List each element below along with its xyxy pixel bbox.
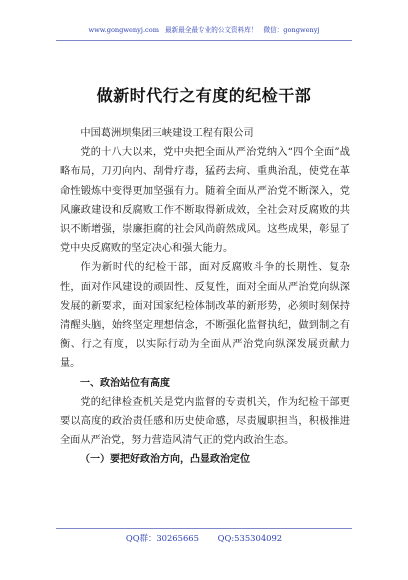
header-site-link[interactable]: www.gongwenyj.com	[88, 26, 159, 34]
footer-qq-group: QQ群：30265665	[125, 533, 199, 543]
document-author: 中国葛洲坝集团三峡建设工程有限公司	[80, 128, 254, 139]
document-body	[60, 124, 350, 470]
page-footer	[56, 528, 352, 545]
body-paragraph-2: 作为新时代的纪检干部，面对反腐败斗争的长期性、复杂性，面对作风建设的顽固性、反复性，面对全面从严治党向纵深发展的新要求，面对国家纪检体制改革的新形势，必须时刻保持清醒头脑，始终坚定理想信念，不断强化监督执纪，做到制之有衡、行之有度，以实际行动为全面从严治党向纵深发展贡献力量。	[60, 262, 350, 370]
section-1-paragraph: 党的纪律检查机关是党内监督的专责机关，作为纪检干部更要以高度的政治责任感和历史使命感，尽责履职担当，积极推进全面从严治党，努力营造风清气正的党内政治生态。	[60, 396, 350, 447]
section-heading-1: 一、政治站位有高度	[80, 377, 170, 389]
header-slogan: 最新最全最专业的公文资料库！	[165, 26, 258, 34]
document-title: 做新时代行之有度的纪检干部	[96, 86, 312, 105]
page-header	[56, 20, 352, 41]
body-paragraph-1: 党的十八大以来，党中央把全面从严治党纳入“四个全面”战略布局，刀刃向内、刮骨疗毒，猛药去疴、重典治乱，使党在革命性锻炼中变得更加坚强有力。随着全面从严治党不断深入，党风廉政建设和反腐败工作不断取得新成效，全社会对反腐败的共识不断增强，崇廉拒腐的社会风尚蔚然成风。这些成果，彰显了党中央反腐败的坚定决心和强大能力。	[60, 147, 350, 255]
subsection-heading-1: （一）要把好政治方向，凸显政治定位	[80, 454, 250, 466]
header-wechat: 微信：gongwenyj	[263, 26, 320, 34]
footer-qq: QQ:535304092	[217, 533, 283, 543]
